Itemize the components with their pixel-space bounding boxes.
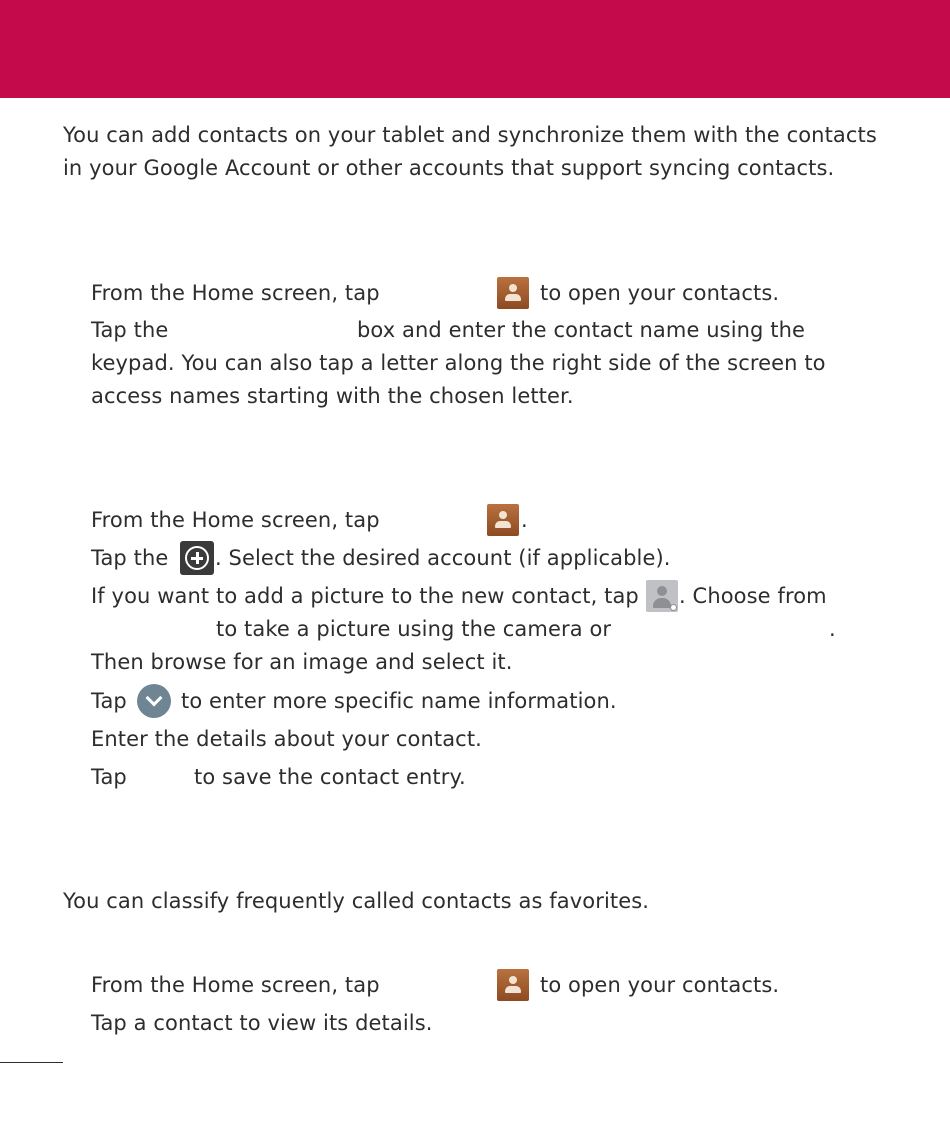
favorites-step-2: Tap a contact to view its details. <box>91 1011 433 1035</box>
contact-photo-icon <box>646 580 678 612</box>
search-step-1-text: From the Home screen, tap <box>91 281 380 305</box>
add-step-3-text: If you want to add a picture to the new contact, tap <box>91 584 639 608</box>
header-band <box>0 0 950 98</box>
add-step-6-text: Tap <box>91 765 127 789</box>
add-step-6-tail: to save the contact entry. <box>194 765 466 789</box>
add-step-1-text: From the Home screen, tap <box>91 508 380 532</box>
contacts-icon <box>497 277 529 309</box>
add-step-4-tail: to enter more specific name information. <box>181 689 617 713</box>
add-step-4-text: Tap <box>91 689 127 713</box>
add-step-3-line-3: Then browse for an image and select it. <box>91 650 513 674</box>
add-step-2-text: Tap the <box>91 546 169 570</box>
add-step-3-line-2: to take a picture using the camera or <box>216 617 612 641</box>
add-step-2-tail: . Select the desired account (if applicable). <box>215 546 671 570</box>
add-step-3-line-2-end: . <box>829 617 836 641</box>
search-step-2-line-3: access names starting with the chosen letter. <box>91 384 574 408</box>
add-contact-icon <box>180 541 214 575</box>
search-step-2-text: Tap the <box>91 318 169 342</box>
expand-name-icon <box>137 684 171 718</box>
footer-divider <box>0 1062 63 1063</box>
search-step-1-tail: to open your contacts. <box>540 281 780 305</box>
intro-line-1: You can add contacts on your tablet and synchronize them with the contacts <box>63 123 877 147</box>
add-step-1-tail: . <box>521 508 528 532</box>
search-step-2-tail: box and enter the contact name using the <box>357 318 806 342</box>
favorites-step-1-tail: to open your contacts. <box>540 973 780 997</box>
add-step-3-tail: . Choose from <box>679 584 827 608</box>
contacts-icon <box>497 969 529 1001</box>
favorites-step-1-text: From the Home screen, tap <box>91 973 380 997</box>
favorites-intro: You can classify frequently called contacts as favorites. <box>63 889 650 913</box>
contacts-icon <box>487 504 519 536</box>
add-step-5: Enter the details about your contact. <box>91 727 482 751</box>
intro-line-2: in your Google Account or other accounts that support syncing contacts. <box>63 156 835 180</box>
search-step-2-line-2: keypad. You can also tap a letter along the right side of the screen to <box>91 351 826 375</box>
